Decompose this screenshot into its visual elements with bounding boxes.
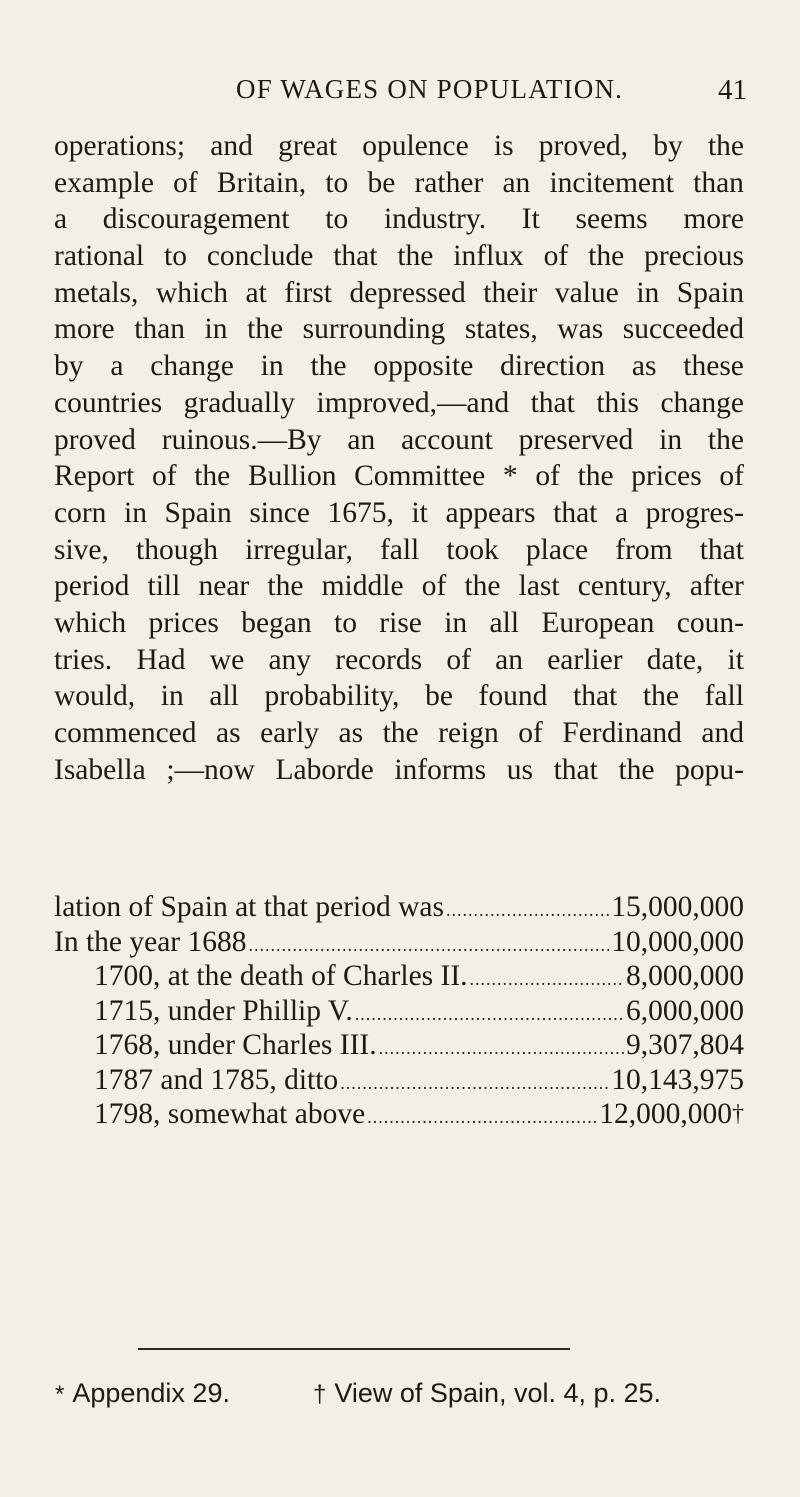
word: an [495,643,523,676]
dot-leader [446,893,609,928]
word: date, [646,643,704,676]
word: the [707,423,744,456]
word: the [397,240,434,273]
word: more [683,203,744,236]
word: as [216,717,241,749]
row-label: In the year 1688 [54,925,247,958]
row-value [626,994,744,1029]
word: would, [54,680,136,713]
word: rather [414,166,484,199]
word: incitement [549,166,674,199]
word: ruinous.—By [161,423,322,456]
table-row [54,1063,744,1098]
word: at [245,276,267,309]
word: Spain [676,276,744,309]
word: popu- [675,753,744,786]
row-label: 1715, under Phillip V. [94,994,353,1027]
text-line [54,348,744,385]
word: change [150,350,234,383]
text-line [54,532,744,569]
word: and [701,717,744,749]
population-number: 12,000,000 [599,1098,732,1130]
word: was [557,313,604,346]
dot-leader [249,928,610,963]
word: be [425,680,453,713]
population-number: 6,000,000 [626,994,744,1027]
row-label: 1787 and 1785, ditto [94,1063,339,1096]
text-line [54,128,744,165]
table-row [54,994,744,1029]
word: place [525,533,589,566]
word: Britain, [216,166,307,199]
text-line [54,385,744,422]
word: in [444,606,468,639]
word: middle [321,570,404,603]
word: since [249,496,310,529]
word: reign [438,717,499,749]
word: depressed [349,276,466,309]
table-row [54,925,744,960]
word: ;—now [166,753,255,786]
word: precious [644,240,744,273]
word: that [573,680,618,713]
footnote-mark: † [313,1381,327,1408]
word: prices [631,460,702,493]
word: in [204,313,228,346]
text-line [54,238,744,275]
word: be [367,166,396,199]
word: any [268,643,312,676]
word: a [54,203,68,236]
row-label: lation of Spain at that period was [54,891,444,923]
word: European [541,606,655,639]
word: by [54,350,84,383]
word: of [173,166,198,199]
word: the [382,717,419,749]
row-value [626,1028,744,1063]
word: value [554,276,619,309]
word: a [110,350,124,383]
page-number: 41 [718,74,747,106]
word: discouragement [102,203,290,236]
word: corn [54,496,107,529]
dot-leader [367,1100,597,1135]
word: Had [136,643,186,676]
word: till [147,570,181,603]
row-value [611,925,744,960]
word: fall [379,533,420,566]
word: conclude [206,240,314,273]
word: is [493,130,514,162]
table-row [54,959,744,994]
dot-leader [379,1031,624,1066]
word: of [421,570,447,603]
word: it [411,496,428,529]
word: direction [500,350,606,383]
word: took [446,533,499,566]
word: change [660,386,744,419]
word: seems [575,203,648,236]
footnote-mark: * [55,1381,65,1408]
word: by [653,130,683,162]
word: though [136,533,218,566]
word: of [446,643,471,676]
word: of [719,460,744,493]
word: after [689,570,744,603]
word: progres- [645,496,744,529]
word: it [727,643,744,676]
word: Spain [164,496,232,529]
word: rational [54,240,145,273]
footnote-reference-mark: † [732,1101,744,1127]
dot-leader [355,997,624,1032]
word: found [478,680,548,713]
word: in [160,680,184,713]
population-number: 10,000,000 [611,925,744,958]
word: that [553,496,598,529]
word: tries. [54,643,113,676]
word: * [502,460,518,493]
word: Isabella [54,753,146,786]
word: period [54,570,130,603]
word: more [54,313,115,346]
word: to [325,203,349,236]
word: opulence [362,130,469,162]
word: succeeded [622,313,744,346]
table-row [54,1097,744,1132]
word: a [614,496,629,529]
word: to [334,606,357,639]
word: last [518,570,560,603]
word: the [642,680,679,713]
word: as [338,717,364,749]
row-value [611,1063,744,1098]
word: of [543,240,569,273]
text-line [54,678,744,715]
word: which [155,276,229,309]
population-table [54,890,744,1132]
row-value [611,890,744,925]
word: influx [453,240,524,273]
row-label: 1768, under Charles III. [94,1029,377,1061]
word: in [124,496,147,529]
word: all [489,606,520,639]
word: probability, [264,680,400,713]
word: the [194,460,231,493]
word: from [615,533,673,566]
word: It [521,203,540,236]
word: the [618,753,655,786]
word: opposite [373,350,474,383]
word: to [164,240,187,273]
word: in [659,423,683,456]
word: great [278,130,338,162]
word: of [535,460,560,493]
word: rise [379,606,422,639]
word: in [636,276,660,309]
footnote-appendix [55,1378,230,1409]
population-number: 8,000,000 [626,960,744,992]
word: proved, [538,130,629,162]
population-number: 10,143,975 [611,1063,744,1096]
word: to [325,166,349,199]
footnote-divider [138,1348,570,1350]
word: near [198,570,250,603]
table-row [54,1028,744,1063]
word: we [209,643,245,676]
word: this [596,386,639,419]
text-line [54,495,744,532]
word: the [588,240,625,273]
text-line [54,568,744,605]
word: their [483,276,538,309]
word: these [683,350,744,383]
word: than [134,313,185,346]
word: in [260,350,284,383]
word: Report [54,460,135,493]
word: 1675, [327,496,394,529]
population-number: 9,307,804 [626,1029,744,1061]
word: the [464,570,501,603]
word: Committee [354,460,486,493]
word: Laborde [275,753,374,786]
word: Ferdinand [562,717,682,749]
row-label: 1798, somewhat above [94,1098,366,1130]
text-line [54,752,744,789]
word: early [260,717,320,749]
text-line [54,605,744,642]
word: surrounding [302,313,446,346]
word: fall [704,680,744,713]
word: an [347,423,376,456]
row-label: 1700, at the death of Charles II. [94,960,468,992]
word: improved,—and [316,386,510,419]
running-title: OF WAGES ON POPULATION. [236,74,624,104]
text-line [54,311,744,348]
word: as [631,350,657,383]
footnotes [0,1378,800,1418]
word: of [151,460,177,493]
row-value [626,959,744,994]
dot-leader [470,962,624,997]
word: Bullion [247,460,337,493]
word: which [54,606,127,639]
word: account [401,423,493,456]
word: the [707,130,744,162]
word: all [209,680,239,713]
word: that [699,533,744,566]
word: century, [577,570,672,603]
word: of [518,717,543,749]
dot-leader [340,1066,609,1101]
word: example [54,166,154,199]
word: sive, [54,533,109,566]
word: informs [394,753,487,786]
population-number: 15,000,000 [611,891,744,923]
word: the [267,570,304,603]
running-head [0,74,800,114]
word: records [335,643,423,676]
text-line [54,422,744,459]
word: the [247,313,284,346]
word: industry. [383,203,487,236]
text-line [54,201,744,238]
word: that [333,240,378,273]
text-line [54,165,744,202]
word: us [506,753,533,786]
word: and [210,130,253,162]
word: the [310,350,347,383]
text-line [54,715,744,752]
word: countries [54,386,163,419]
footnote-text: View of Spain, vol. 4, p. 25. [334,1378,662,1408]
word: coun- [676,606,744,639]
word: an [502,166,531,199]
text-line [54,275,744,312]
table-row [54,890,744,925]
text-line [54,458,744,495]
word: that [553,753,598,786]
word: states, [464,313,538,346]
word: first [284,276,332,309]
text-line [54,642,744,679]
word: irregular, [245,533,353,566]
word: that [530,386,575,419]
word: appears [445,496,536,529]
word: metals, [54,276,139,309]
footnote-view-of-spain [313,1378,661,1409]
word: than [693,166,744,199]
word: began [241,606,312,639]
body-paragraph [54,128,744,788]
row-value [599,1097,744,1132]
word: prices [148,606,219,639]
word: gradually [183,386,296,419]
word: earlier [547,643,623,676]
footnote-text: Appendix 29. [72,1378,230,1408]
word: operations; [54,130,186,162]
word: preserved [518,423,634,456]
word: commenced [54,717,197,749]
word: proved [54,423,136,456]
word: the [577,460,614,493]
